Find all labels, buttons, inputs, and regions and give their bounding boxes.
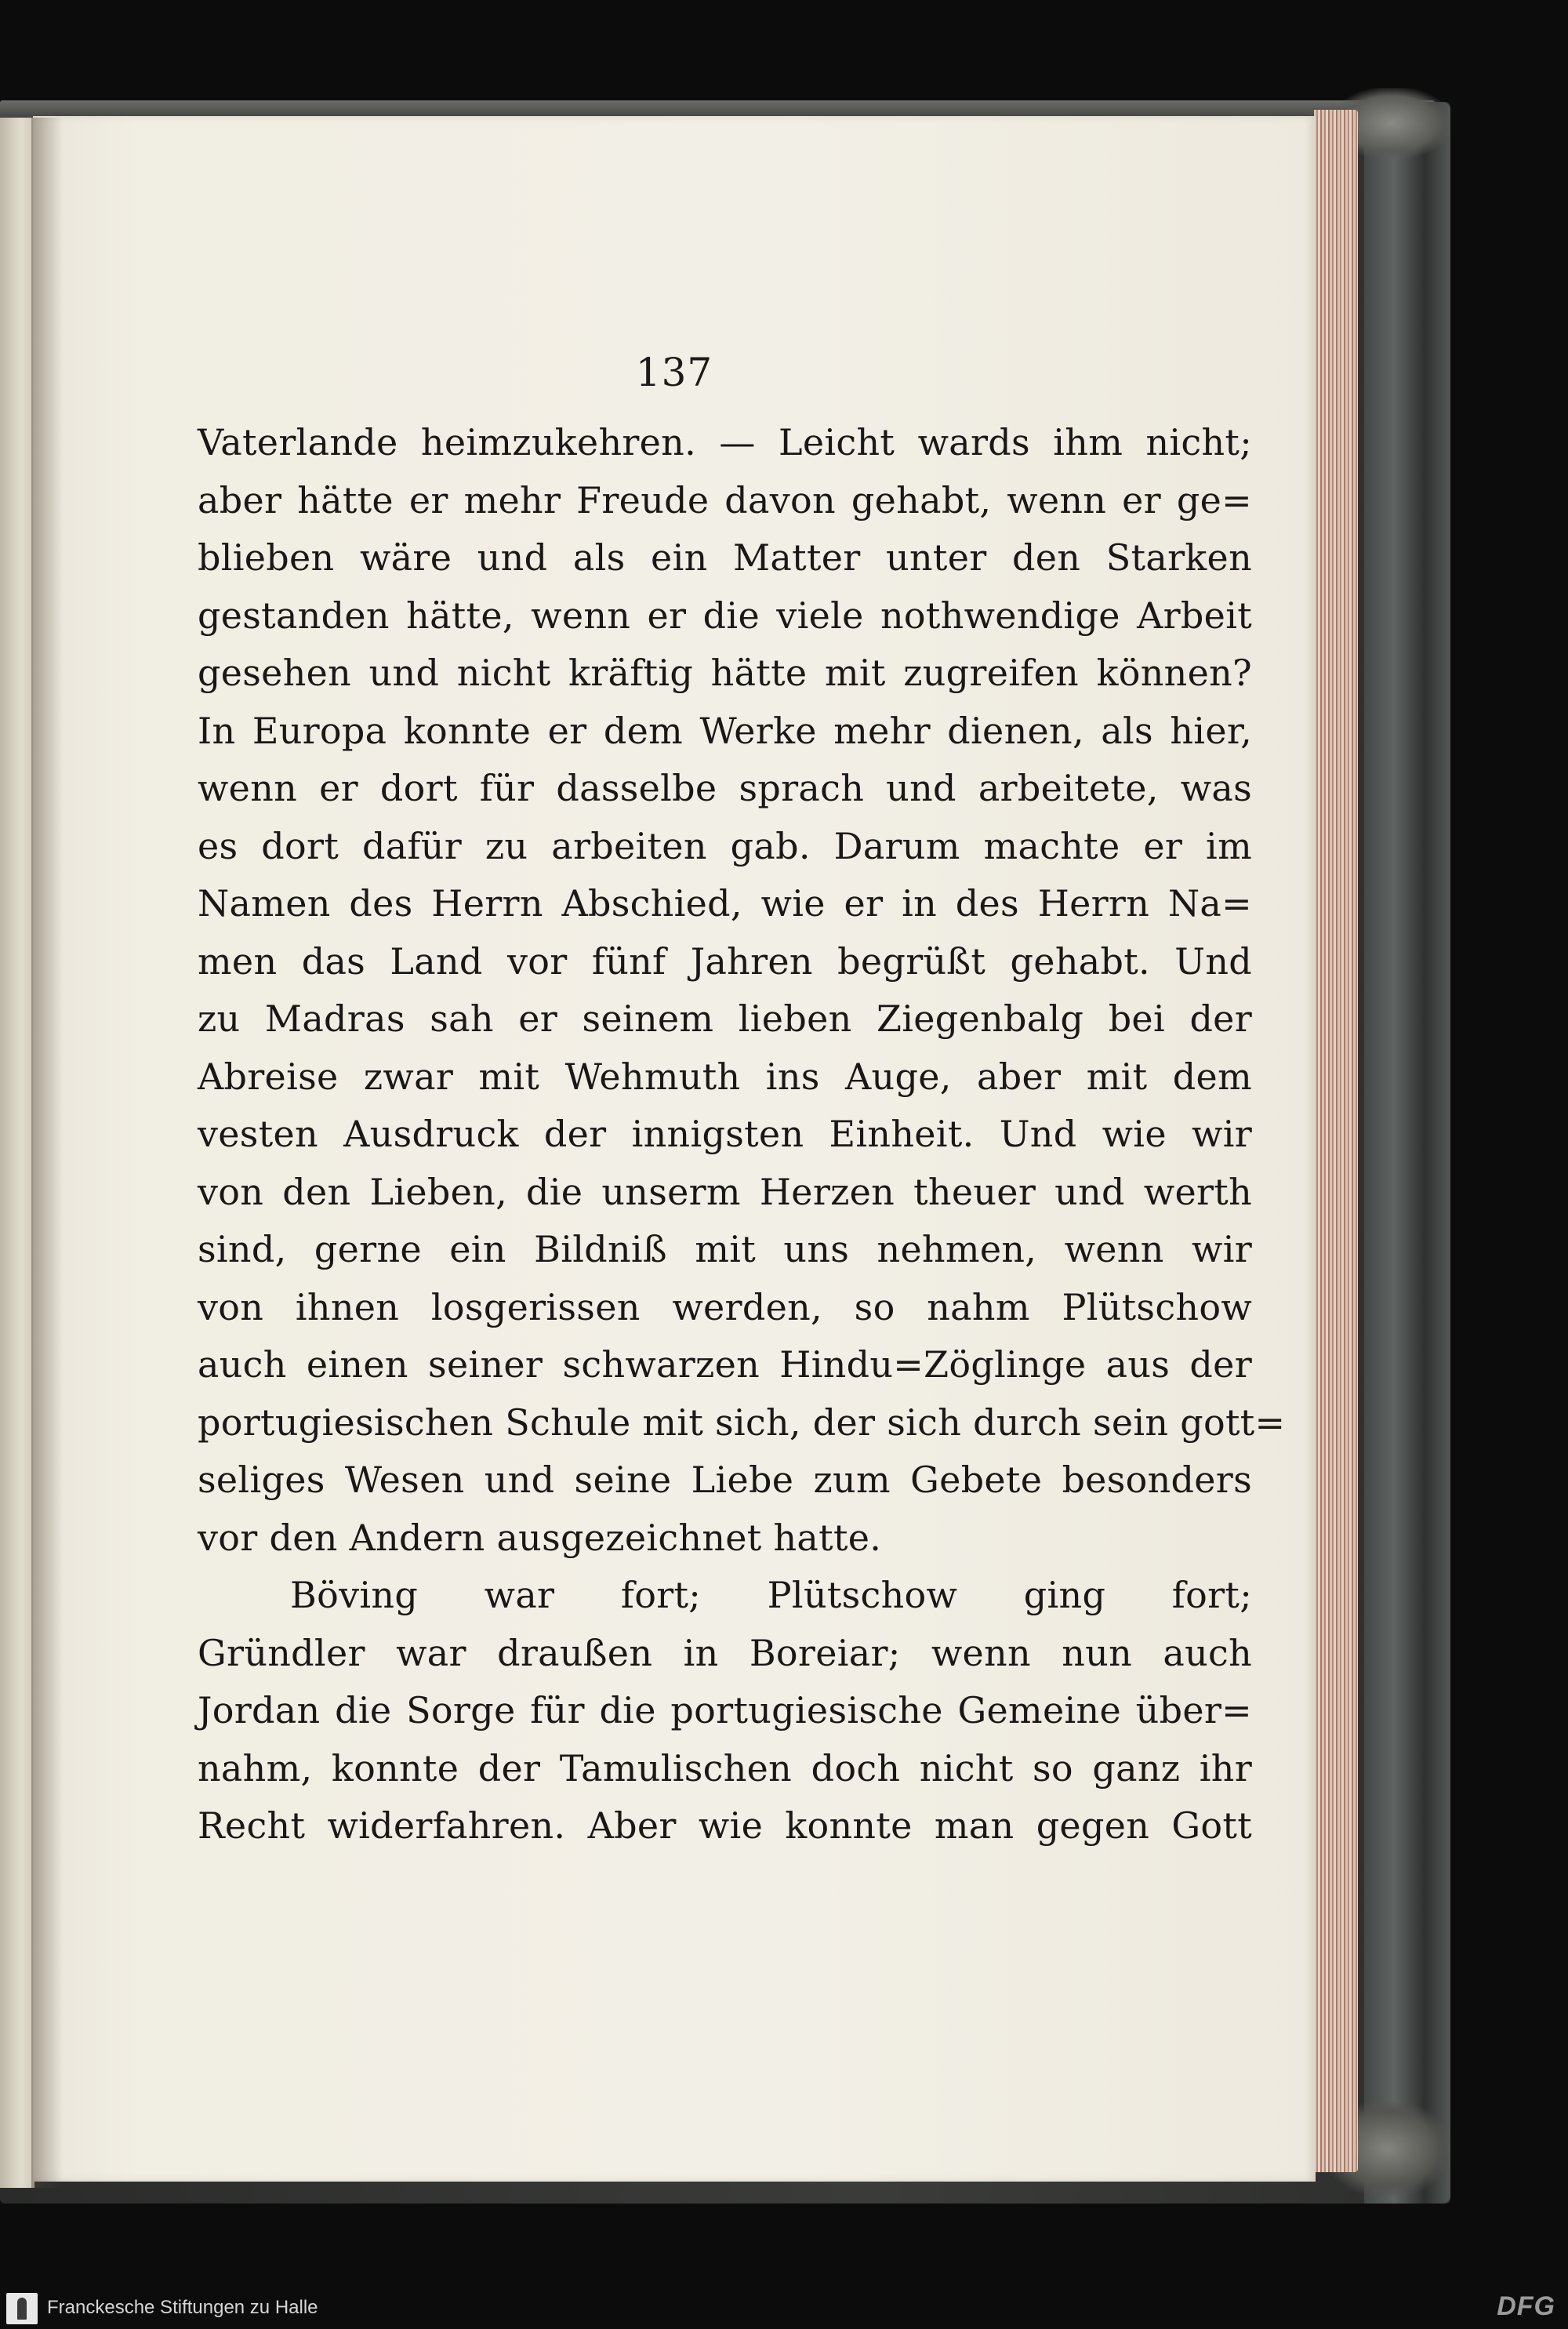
text-line: Gründler war draußen in Boreiar; wenn nun auch bbox=[198, 1631, 1252, 1674]
text-line: blieben wäre und als ein Matter unter den Starken bbox=[198, 536, 1252, 579]
text-line: Abreise zwar mit Wehmuth ins Auge, aber mit dem bbox=[198, 1055, 1252, 1098]
text-line: von den Lieben, die unserm Herzen theuer und werth bbox=[198, 1170, 1252, 1213]
text-line: vor den Andern ausgezeichnet hatte. bbox=[198, 1516, 882, 1559]
text-line: vesten Ausdruck der innigsten Einheit. Und wie wir bbox=[198, 1113, 1252, 1155]
institution-name: Franckesche Stiftungen zu Halle bbox=[47, 2297, 318, 2318]
text-line: auch einen seiner schwarzen Hindu=Zöglinge aus der bbox=[198, 1343, 1252, 1386]
text-line: zu Madras sah er seinem lieben Ziegenbalg bei der bbox=[198, 997, 1252, 1040]
text-line: Recht widerfahren. Aber wie konnte man gegen Gott bbox=[198, 1804, 1252, 1847]
francke-foundations-logo-icon bbox=[6, 2293, 38, 2324]
text-line: Böving war fort; Plütschow ging fort; bbox=[290, 1574, 1252, 1616]
dfg-logo: DFG bbox=[1497, 2291, 1555, 2321]
text-line: von ihnen losgerissen werden, so nahm Plütschow bbox=[198, 1285, 1252, 1328]
text-line: In Europa konnte er dem Werke mehr dienen, als hier, bbox=[198, 709, 1252, 752]
text-line: Vaterlande heimzukehren. — Leicht wards ihm nicht; bbox=[198, 421, 1252, 463]
text-line: wenn er dort für dasselbe sprach und arbeitete, was bbox=[198, 767, 1252, 809]
text-line: es dort dafür zu arbeiten gab. Darum machte er im bbox=[198, 824, 1252, 867]
cover-right-edge bbox=[1364, 102, 1450, 2204]
page-block-edges bbox=[1314, 110, 1358, 2172]
page-gutter-shadow bbox=[31, 118, 63, 2188]
text-line: Jordan die Sorge für die portugiesische Gemeine über= bbox=[198, 1689, 1252, 1731]
text-line: portugiesischen Schule mit sich, der sich durch sein gott= bbox=[198, 1401, 1286, 1444]
book-page bbox=[33, 116, 1316, 2182]
text-line: seliges Wesen und seine Liebe zum Gebete besonders bbox=[198, 1459, 1252, 1501]
text-line: nahm, konnte der Tamulischen doch nicht so ganz ihr bbox=[198, 1746, 1252, 1789]
text-line: Namen des Herrn Abschied, wie er in des Herrn Na= bbox=[198, 882, 1252, 925]
text-line: aber hätte er mehr Freude davon gehabt, wenn er ge= bbox=[198, 478, 1252, 521]
text-line: gestanden hätte, wenn er die viele nothwendige Arbeit bbox=[198, 594, 1252, 637]
text-line: sind, gerne ein Bildniß mit uns nehmen, wenn wir bbox=[198, 1228, 1252, 1270]
text-line: men das Land vor fünf Jahren begrüßt gehabt. Und bbox=[198, 939, 1252, 983]
page-number: 137 bbox=[635, 350, 713, 395]
page-body-text bbox=[198, 414, 1286, 1855]
facing-page-sliver bbox=[0, 118, 34, 2188]
text-line: gesehen und nicht kräftig hätte mit zugreifen können? bbox=[198, 652, 1252, 694]
scan-footer bbox=[0, 2287, 1568, 2329]
